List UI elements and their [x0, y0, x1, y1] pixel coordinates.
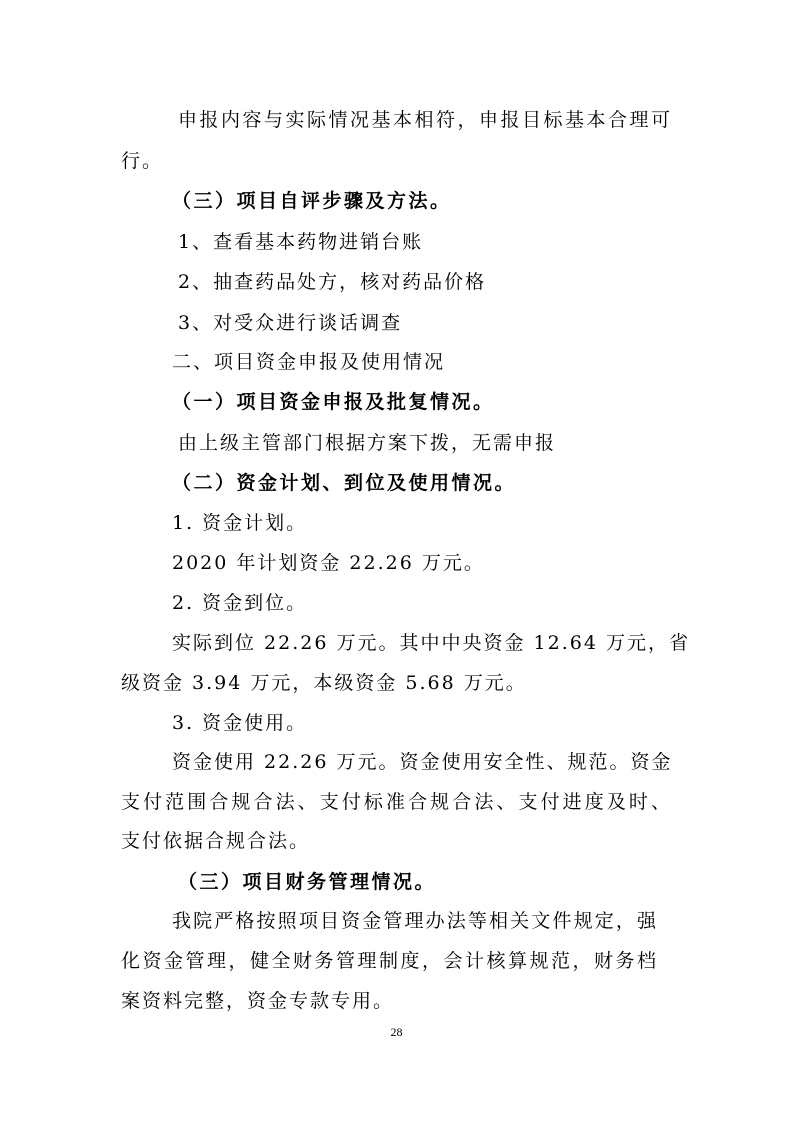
paragraph-line: 化资金管理，健全财务管理制度，会计核算规范，财务档 — [121, 950, 658, 972]
paragraph-line: 支付范围合规合法、支付标准合规合法、支付进度及时、 — [121, 791, 672, 813]
paragraph-line: 行。 — [121, 150, 164, 172]
paragraph-line: 资金使用 22.26 万元。资金使用安全性、规范。资金 — [172, 751, 673, 773]
paragraph-line: 支付依据合规合法。 — [121, 830, 311, 852]
paragraph-line: 实际到位 22.26 万元。其中中央资金 12.64 万元，省 — [172, 632, 690, 654]
section-heading: （二）资金计划、到位及使用情况。 — [172, 472, 517, 494]
section-heading: （三）项目自评步骤及方法。 — [172, 190, 452, 212]
section-heading: （一）项目资金申报及批复情况。 — [172, 391, 495, 413]
paragraph-line: 由上级主管部门根据方案下拨，无需申报 — [178, 432, 557, 454]
paragraph-line: 我院严格按照项目资金管理办法等相关文件规定，强 — [172, 910, 658, 932]
list-item: 3、对受众进行谈话调查 — [178, 312, 403, 334]
paragraph-line: 申报内容与实际情况基本相符，申报目标基本合理可 — [178, 109, 672, 131]
paragraph-line: 案资料完整，资金专款专用。 — [121, 990, 395, 1012]
list-item: 1、查看基本药物进销台账 — [178, 231, 424, 253]
paragraph-line: 2020 年计划资金 22.26 万元。 — [172, 552, 485, 574]
list-item: 2、抽查药品处方，核对药品价格 — [178, 271, 487, 293]
subsection-heading: 2. 资金到位。 — [172, 592, 308, 614]
section-heading: （三）项目财务管理情况。 — [178, 871, 437, 893]
chapter-heading: 二、项目资金申报及使用情况 — [172, 351, 446, 373]
subsection-heading: 3. 资金使用。 — [172, 712, 308, 734]
paragraph-line: 级资金 3.94 万元，本级资金 5.68 万元。 — [121, 672, 527, 694]
subsection-heading: 1. 资金计划。 — [172, 512, 308, 534]
page-number: 28 — [390, 1025, 403, 1039]
